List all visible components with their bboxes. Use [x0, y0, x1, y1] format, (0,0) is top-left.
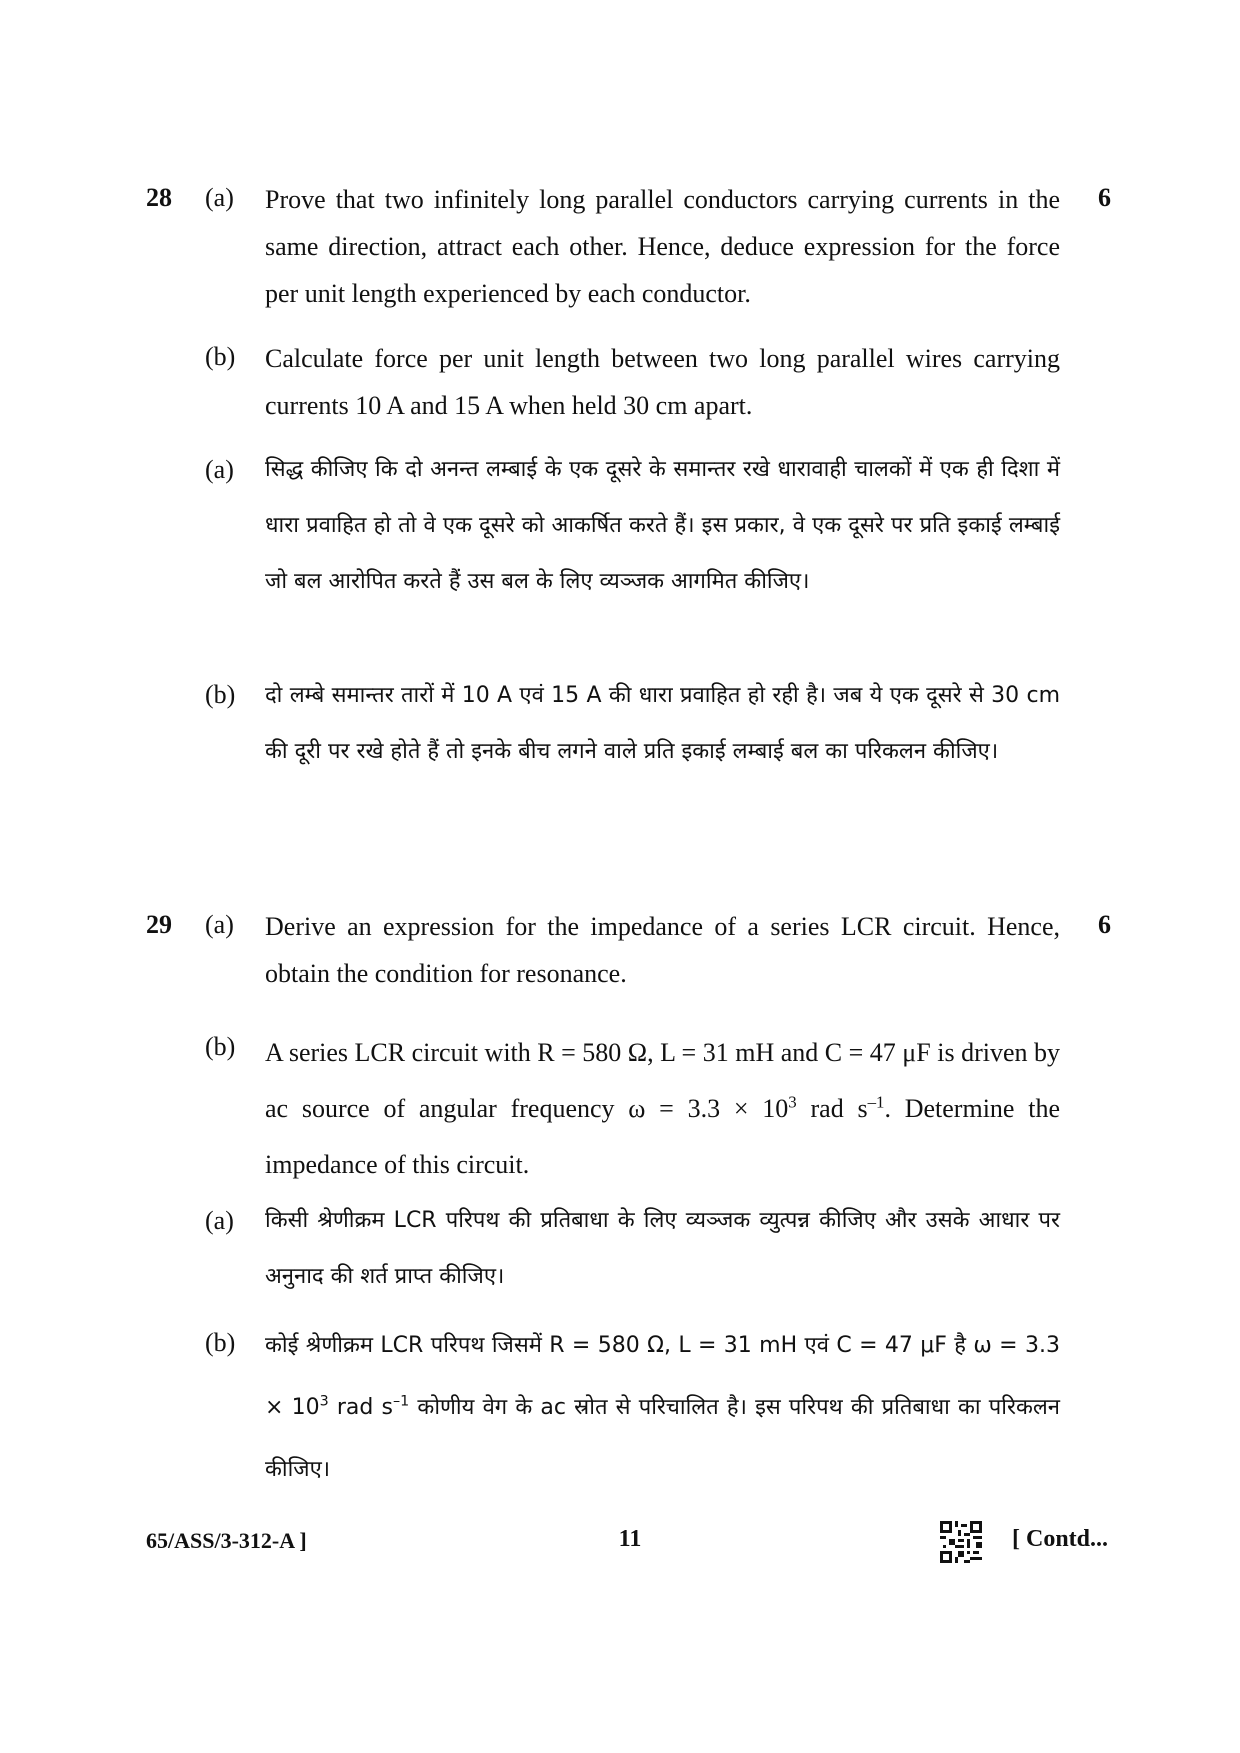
part-label-a: (a) — [205, 183, 234, 212]
text-segment: rad s — [328, 1395, 394, 1420]
text-segment: A series LCR circuit with R = 580 Ω, L = 31 mH and C = 47 μF is driven by ac source of angular frequency ω = 3.3 × 10 — [265, 1038, 1060, 1123]
question-text-en-b — [265, 1025, 1060, 1193]
text-segment: rad s — [796, 1094, 868, 1123]
question-text-en-a: Prove that two infinitely long parallel conductors carrying currents in the same direction, attract each other. Hence, deduce expression for the force per unit length experienced by each conductor. — [265, 185, 1060, 308]
question-text-en-b: Calculate force per unit length between two long parallel wires carrying currents 10 A and 15 A when held 30 cm apart. — [265, 344, 1060, 420]
exponent: –1 — [867, 1092, 885, 1112]
exponent: –1 — [393, 1393, 410, 1410]
part-label-b: (b) — [205, 1032, 236, 1061]
question-text-hi-a: किसी श्रेणीक्रम LCR परिपथ की प्रतिबाधा के लिए व्यञ्जक व्युत्पन्न कीजिए और उसके आधार पर अनुनाद की शर्त प्राप्त कीजिए। — [265, 1208, 1060, 1289]
part-label-b-hindi: (b) — [205, 1328, 236, 1357]
question-text-hi-b: दो लम्बे समान्तर तारों में 10 A एवं 15 A की धारा प्रवाहित हो रही है। जब ये एक दूसरे से 30 cm की दूरी पर रखे होते हैं तो इनके बीच लगने वाले प्रति इकाई लम्बाई बल का परिकलन कीजिए। — [265, 683, 1060, 764]
exponent: 3 — [319, 1393, 329, 1410]
question-number: 29 — [146, 910, 172, 939]
continued-label: [ Contd... — [1012, 1526, 1109, 1552]
text-segment: कोणीय वेग के ac स्रोत से परिचालित है। इस परिपथ की प्रतिबाधा का परिकलन कीजिए। — [265, 1395, 1060, 1482]
question-marks: 6 — [1098, 183, 1111, 212]
text-segment: कोई श्रेणीक्रम LCR परिपथ जिसमें R = 580 Ω, L = 31 mH एवं C = 47 μF है ω = 3.3 × 10 — [265, 1333, 1060, 1420]
question-text-en-a: Derive an expression for the impedance of a series LCR circuit. Hence, obtain the condition for resonance. — [265, 912, 1060, 988]
question-number: 28 — [146, 183, 172, 212]
part-label-a-hindi: (a) — [205, 455, 234, 484]
question-text-hi-b — [265, 1315, 1060, 1501]
paper-code: 65/ASS/3-312-A ] — [146, 1528, 307, 1553]
question-marks: 6 — [1098, 910, 1111, 939]
page-number: 11 — [618, 1526, 642, 1552]
part-label-b-hindi: (b) — [205, 680, 236, 709]
text-segment: . Determine the impedance of this circuit. — [265, 1094, 1060, 1179]
question-text-hi-a: सिद्ध कीजिए कि दो अनन्त लम्बाई के एक दूसरे के समान्तर रखे धारावाही चालकों में एक ही दिशा में धारा प्रवाहित हो तो वे एक दूसरे को आकर्षित करते हैं। इस प्रकार, वे एक दूसरे पर प्रति इकाई लम्बाई जो बल आरोपित करते हैं उस बल के लिए व्यञ्जक आगमित कीजिए। — [265, 457, 1060, 594]
part-label-b: (b) — [205, 342, 236, 371]
part-label-a: (a) — [205, 910, 234, 939]
exponent: 3 — [788, 1092, 797, 1112]
qr-code-icon — [940, 1521, 982, 1563]
part-label-a-hindi: (a) — [205, 1206, 234, 1235]
